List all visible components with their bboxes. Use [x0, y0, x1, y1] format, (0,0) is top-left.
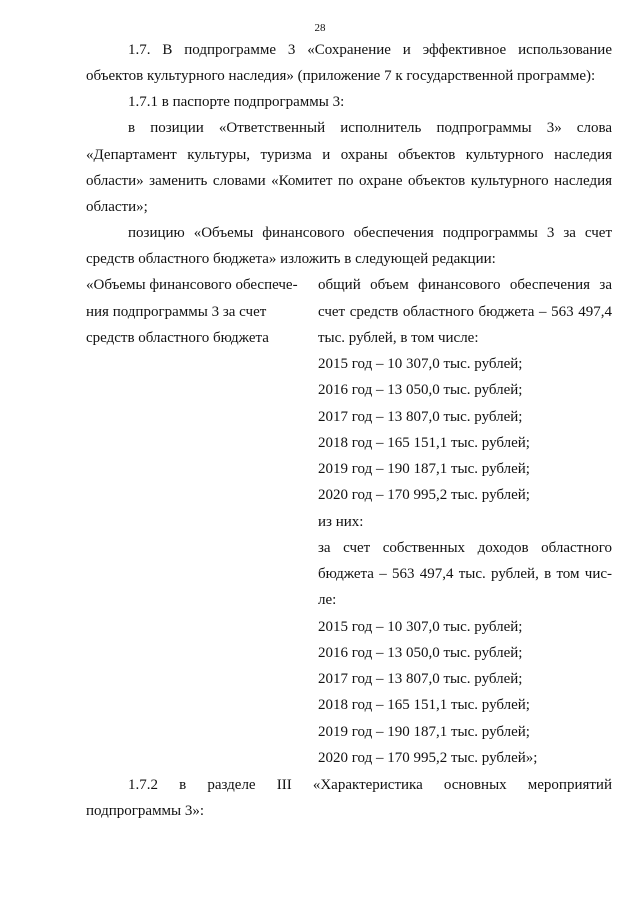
table-right-line: 2019 год – 190 187,1 тыс. рублей;	[318, 724, 530, 740]
table-right-line: за счет собственных доходов областного	[318, 540, 612, 556]
paragraph-line: объектов культурного наследия» (приложение 7 к государственной программе):	[86, 68, 596, 84]
table-left-line: «Объемы финансового обеспече-	[86, 277, 298, 293]
table-right-line: 2015 год – 10 307,0 тыс. рублей;	[318, 619, 523, 635]
table-right-line: бюджета – 563 497,4 тыс. рублей, в том чис-	[318, 566, 612, 582]
table-right-line: 2016 год – 13 050,0 тыс. рублей;	[318, 645, 523, 661]
table-right-line: из них:	[318, 514, 364, 530]
paragraph-line: 1.7.1 в паспорте подпрограммы 3:	[128, 94, 345, 110]
paragraph-line: области»;	[86, 199, 148, 215]
table-left-line: средств областного бюджета	[86, 330, 269, 346]
table-right-line: 2018 год – 165 151,1 тыс. рублей;	[318, 697, 530, 713]
table-right-line: 2020 год – 170 995,2 тыс. рублей;	[318, 487, 530, 503]
table-right-line: 2017 год – 13 807,0 тыс. рублей;	[318, 409, 523, 425]
table-right-line: 2019 год – 190 187,1 тыс. рублей;	[318, 461, 530, 477]
paragraph-line: области» заменить словами «Комитет по охране объектов культурного наследия	[86, 173, 612, 189]
table-right-line: 2015 год – 10 307,0 тыс. рублей;	[318, 356, 523, 372]
paragraph-line: средств областного бюджета» изложить в следующей редакции:	[86, 251, 496, 267]
paragraph-line: подпрограммы 3»:	[86, 803, 205, 819]
table-right-line: тыс. рублей, в том числе:	[318, 330, 479, 346]
table-right-line: 2018 год – 165 151,1 тыс. рублей;	[318, 435, 530, 451]
table-right-line: 2016 год – 13 050,0 тыс. рублей;	[318, 382, 523, 398]
table-right-line: общий объем финансового обеспечения за	[318, 277, 612, 293]
table-right-line: 2017 год – 13 807,0 тыс. рублей;	[318, 671, 523, 687]
paragraph-line: в позиции «Ответственный исполнитель подпрограммы 3» слова	[128, 120, 612, 136]
paragraph-line: «Департамент культуры, туризма и охраны объектов культурного наследия	[86, 147, 612, 163]
table-right-line: ле:	[318, 592, 337, 608]
table-right-line: счет средств областного бюджета – 563 497,4	[318, 304, 612, 320]
paragraph-line: позицию «Объемы финансового обеспечения подпрограммы 3 за счет	[128, 225, 612, 241]
paragraph-line: 1.7. В подпрограмме 3 «Сохранение и эффективное использование	[128, 42, 612, 58]
table-left-line: ния подпрограммы 3 за счет	[86, 304, 267, 320]
paragraph-line: 1.7.2 в разделе III «Характеристика основных мероприятий	[128, 777, 612, 793]
page-number: 28	[314, 22, 326, 34]
table-right-line: 2020 год – 170 995,2 тыс. рублей»;	[318, 750, 538, 766]
